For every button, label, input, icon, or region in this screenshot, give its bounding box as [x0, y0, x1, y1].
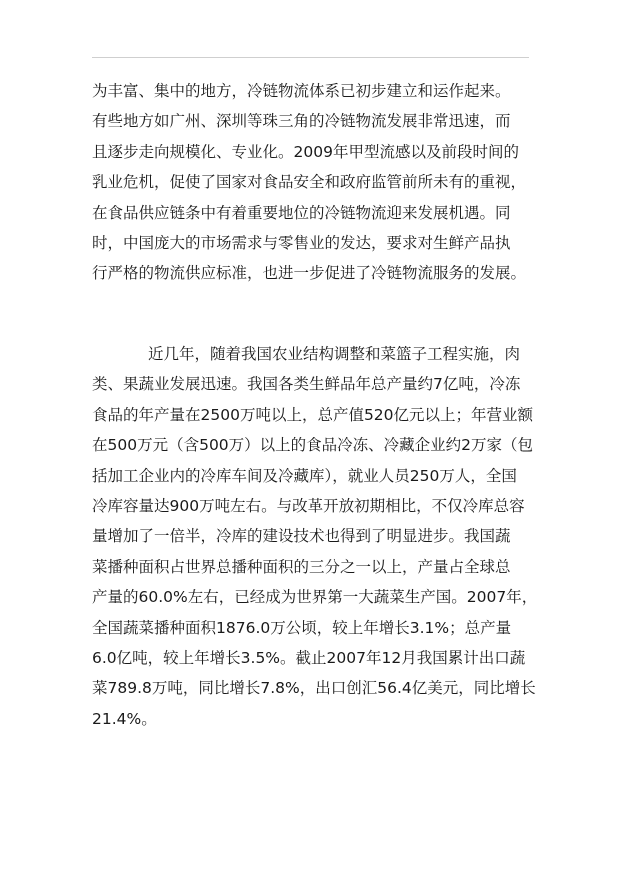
paragraph-line: 为丰富、集中的地方，冷链物流体系已初步建立和运作起来。	[92, 82, 511, 100]
paragraph-line: 6.0亿吨，较上年增长3.5%。截止2007年12月我国累计出口蔬	[92, 648, 526, 667]
paragraph-line: 时，中国庞大的市场需求与零售业的发达，要求对生鲜产品执	[92, 233, 511, 252]
paragraph-line: 括加工企业内的冷库车间及冷藏库），就业人员250万人，全国	[92, 466, 517, 485]
paragraph-line: 全国蔬菜播种面积1876.0万公顷，较上年增长3.1%；总产量	[92, 618, 512, 637]
paragraph-1	[92, 76, 526, 289]
paragraph-2	[92, 339, 537, 734]
paragraph-line: 产量的60.0%左右，已经成为世界第一大蔬菜生产国。2007年，	[92, 588, 538, 607]
paragraph-line: 食品的年产量在2500万吨以上，总产值520亿元以上；年营业额	[92, 405, 534, 424]
paragraph-line: 在食品供应链条中有着重要地位的冷链物流迎来发展机遇。同	[92, 203, 511, 222]
paragraph-line: 21.4%。	[92, 709, 157, 728]
paragraph-line: 菜789.8万吨，同比增长7.8%，出口创汇56.4亿美元，同比增长	[92, 679, 536, 698]
paragraph-line: 行严格的物流供应标准，也进一步促进了冷链物流服务的发展。	[92, 264, 527, 283]
paragraph-line: 菜播种面积占世界总播种面积的三分之一以上，产量占全球总	[92, 557, 511, 576]
paragraph-line: 在500万元（含500万）以上的食品冷冻、冷藏企业约2万家（包	[92, 436, 534, 455]
paragraph-line: 乳业危机，促使了国家对食品安全和政府监管前所未有的重视，	[92, 173, 527, 192]
header-rule	[92, 57, 529, 58]
paragraph-line: 冷库容量达900万吨左右。与改革开放初期相比，不仅冷库总容	[92, 496, 525, 515]
paragraph-line: 且逐步走向规模化、专业化。2009年甲型流感以及前段时间的	[92, 142, 519, 161]
paragraph-line: 类、果蔬业发展迅速。我国各类生鲜品年总产量约7亿吨，冷冻	[92, 375, 521, 394]
paragraph-line: 近几年，随着我国农业结构调整和菜篮子工程实施，肉	[148, 345, 521, 363]
paragraph-line: 有些地方如广州、深圳等珠三角的冷链物流发展非常迅速，而	[92, 112, 511, 131]
paragraph-line: 量增加了一倍半，冷库的建设技术也得到了明显进步。我国蔬	[92, 527, 511, 546]
